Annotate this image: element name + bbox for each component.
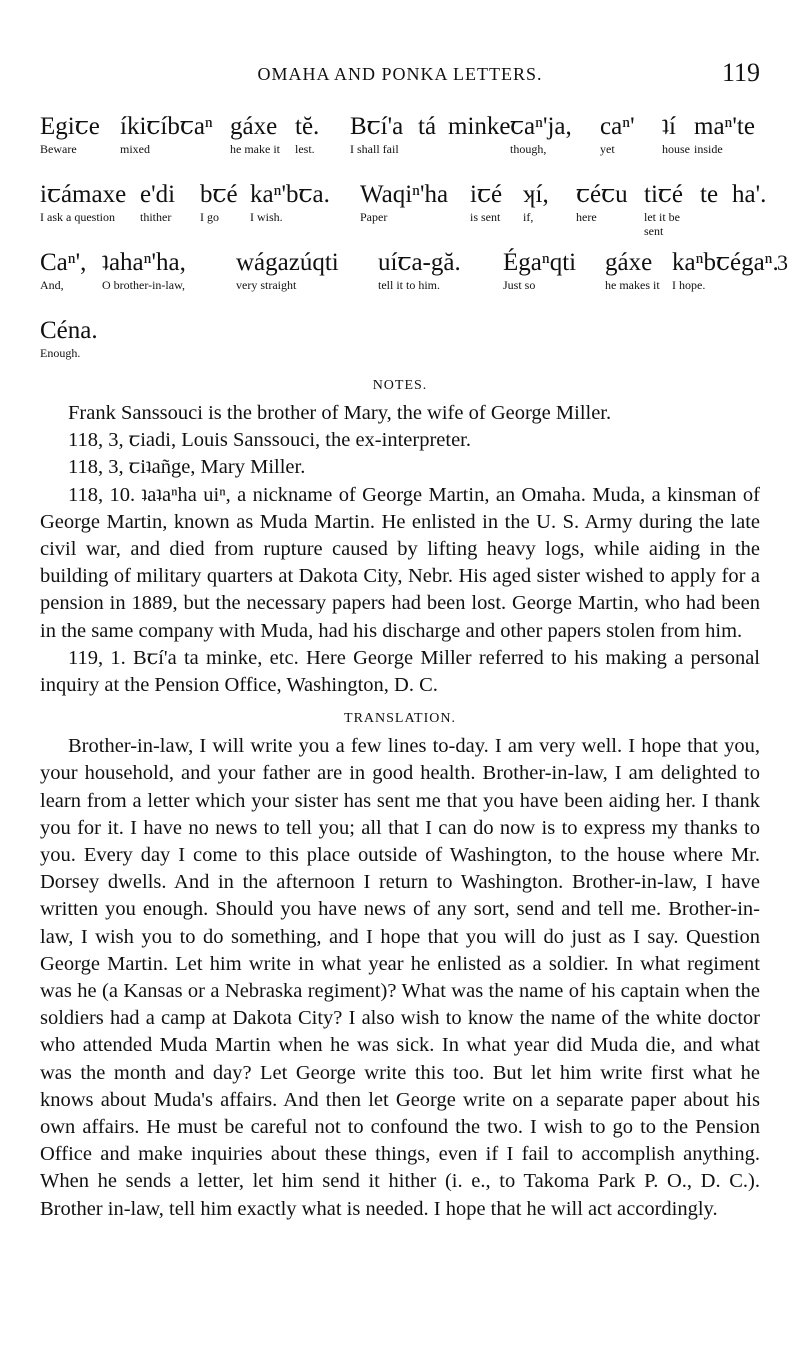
native-word: maⁿ'te [694, 113, 755, 140]
native-word: tá [418, 113, 437, 140]
interlinear-word [120, 112, 240, 156]
interlinear-word [236, 248, 356, 292]
gloss-word: yet [600, 142, 615, 156]
native-word: tiꞇé [644, 181, 683, 208]
interlinear-word [644, 180, 702, 238]
native-word: kaⁿbꞇégaⁿ. [672, 249, 779, 276]
gloss-word: inside [694, 142, 723, 156]
gloss-word: I wish. [250, 210, 283, 224]
interlinear-line [40, 248, 788, 316]
gloss-word: I go [200, 210, 219, 224]
note-paragraph: 119, 1. Bꞇí'a ta minke, etc. Here George Miller referred to his making a personal inquiry at the Pension Office, Washington, D. C. [40, 646, 760, 697]
interlinear-word [694, 112, 800, 156]
gloss-word: he makes it [605, 278, 660, 292]
interlinear-word [672, 248, 792, 292]
gloss-word: very straight [236, 278, 297, 292]
native-word: Waqiⁿ'ha [360, 181, 449, 208]
native-word: iꞇé [470, 181, 503, 208]
interlinear-word [102, 248, 212, 292]
translation-paragraph: Brother-in-law, I will write you a few lines to-day. I am very well. I hope that you, your household, and your father are in good health. Brother-in-law, I am delighted to learn from a letter which your sister has sent me that you have been aiding her. I thank you for it. I have no news to tell you; all that I can do now is to express my thanks to you. Every day I come to this place outside of Washington, to the house where Mr. Dorsey dwells. And in the afternoon I return to Washington. Brother-in-law, I have written you enough. Should you have news of any sort, send and tell me. Brother-in-law, I wish you to do something, and I hope that you will do just as I say. Question George Martin. Let him write in what year he enlisted as a soldier. In what regiment was he (a Kansas or a Nebraska regiment)? What was the name of his captain when the soldiers had a camp at Dakota City? I also wish to know the name of the white doctor who attended Muda Martin when he was sick. In what year did Muda die, and what was the month and day? Let George write this too. But let him write first what he knows about Muda's affairs. And then let George write on a separate paper about his own affairs. He must be careful not to confound the two. I wish to go to the Pension Office and make inquiries about these things, even if I fail to accomplish anything. When he sends a letter, let him send it hither (i. e., to Takoma Park P. O., D. C.). Brother in-law, tell him exactly what is needed. I hope that he will act accordingly. [40, 735, 760, 1220]
running-head [40, 56, 760, 90]
interlinear-word [250, 180, 370, 224]
native-word: e'di [140, 181, 176, 208]
native-word: te [700, 181, 719, 208]
interlinear-line [40, 112, 760, 180]
interlinear-text [40, 112, 788, 376]
interlinear-word [40, 180, 126, 224]
gloss-word: is sent [470, 210, 501, 224]
interlinear-line [40, 316, 760, 376]
native-word: gáxe [605, 249, 653, 276]
native-word: kaⁿ'bꞇa. [250, 181, 330, 208]
native-word: íkiꞇíbꞇaⁿ [120, 113, 213, 140]
native-word: ʇahaⁿ'ha, [102, 249, 186, 276]
interlinear-line [40, 180, 767, 248]
interlinear-word [230, 112, 300, 156]
native-word: Égaⁿqti [503, 249, 577, 276]
native-word: ʇí [662, 113, 676, 140]
native-word: wágazúqti [236, 249, 339, 276]
note-paragraph: 118, 10. ʇaʇaⁿha uiⁿ, a nickname of George Martin, an Omaha. Muda, a kinsman of George Martin, known as Muda Martin. He enlisted in the U. S. Army during the late civil war, and died from rupture caused by lifting heavy logs, while aiding in the building of military quarters at Dakota City, Nebr. His aged sister wished to apply for a pension in 1889, but the necessary papers had been lost. George Martin, who had been in the same company with Muda, had his discharge and other papers stolen from him. [40, 483, 760, 642]
gloss-word: O brother-in-law, [102, 278, 185, 292]
gloss-word: Paper [360, 210, 388, 224]
gloss-word: thither [140, 210, 172, 224]
page [40, 56, 788, 1223]
gloss-word: if, [523, 210, 534, 224]
gloss-word: mixed [120, 142, 150, 156]
gloss-word: tell it to him. [378, 278, 440, 292]
gloss-word: I ask a question [40, 210, 115, 224]
native-word: ha'. [732, 181, 767, 208]
interlinear-word [605, 248, 675, 292]
line-number: 3 [777, 250, 788, 275]
native-word: Bꞇí'a [350, 113, 404, 140]
page-number: 119 [721, 58, 760, 87]
native-word: ꞇaⁿ'ja, [510, 113, 572, 140]
native-word: bꞇé [200, 181, 238, 208]
gloss-word: let it be sent [644, 210, 680, 238]
gloss-word: Enough. [40, 346, 81, 360]
notes-heading: NOTES. [372, 378, 428, 393]
native-word: tĕ. [295, 113, 320, 140]
gloss-word: I shall fail [350, 142, 399, 156]
translation-heading: TRANSLATION. [344, 711, 456, 727]
running-title: OMAHA AND PONKA LETTERS. [257, 64, 543, 84]
interlinear-word [732, 180, 800, 210]
note-paragraph: Frank Sanssouci is the brother of Mary, the wife of George Miller. [68, 402, 612, 424]
gloss-word: And, [40, 278, 64, 292]
native-word: ʞí, [523, 181, 549, 208]
gloss-word: Beware [40, 142, 77, 156]
native-word: uíꞇa-gă. [378, 249, 461, 276]
gloss-word: Just so [503, 278, 536, 292]
native-word: gáxe [230, 113, 278, 140]
native-word: Céna. [40, 317, 98, 344]
note-paragraph: 118, 3, ꞇiadi, Louis Sanssouci, the ex-interpreter. [68, 429, 471, 452]
native-word: minke [448, 113, 511, 140]
interlinear-word [378, 248, 461, 292]
gloss-word: here [576, 210, 597, 224]
note-paragraph: 118, 3, ꞇiʇañge, Mary Miller. [68, 456, 306, 479]
gloss-word: he make it [230, 142, 280, 156]
interlinear-word [40, 316, 160, 360]
gloss-word: lest. [295, 142, 315, 156]
native-word: Caⁿ', [40, 249, 87, 276]
native-word: caⁿ' [600, 113, 635, 140]
gloss-word: though, [510, 142, 547, 156]
native-word: Egiꞇe [40, 113, 100, 140]
interlinear-word [360, 180, 480, 224]
native-word: ꞇéꞇu [576, 181, 628, 208]
gloss-word: house [662, 142, 690, 156]
native-word: iꞇámaxe [40, 181, 127, 208]
gloss-word: I hope. [672, 278, 706, 292]
